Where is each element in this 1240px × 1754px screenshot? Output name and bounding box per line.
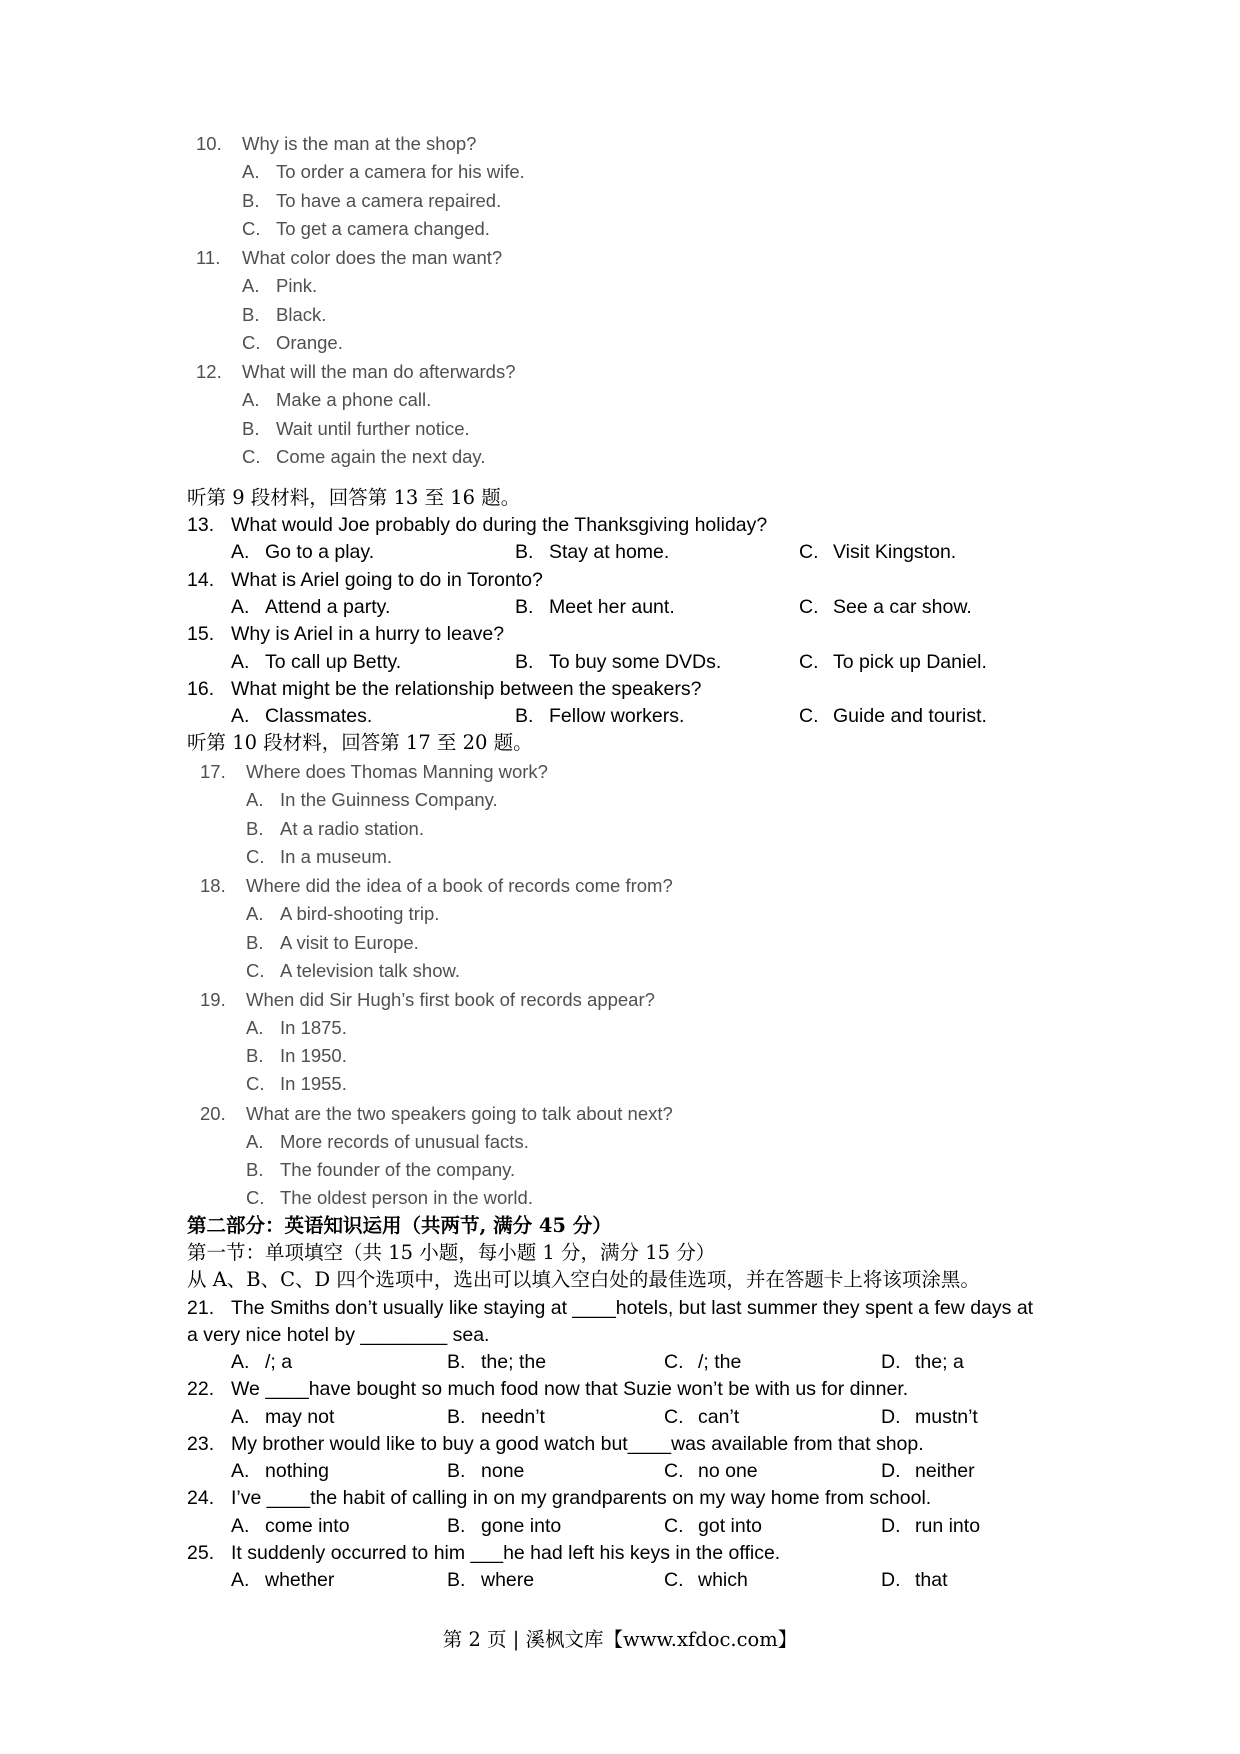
question-row	[0, 1430, 1240, 1458]
question-row	[0, 1100, 1240, 1128]
option-text: Meet her aunt.	[549, 596, 675, 618]
option-letter: B.	[246, 1159, 264, 1180]
option-row	[0, 301, 1240, 329]
option-text: More records of unusual facts.	[280, 1131, 529, 1152]
question-row	[0, 872, 1240, 900]
question-number: 15.	[187, 623, 215, 645]
section-1-title: 第一节：单项填空（共 15 小题，每小题 1 分，满分 15 分）	[187, 1241, 716, 1264]
option-letter: D.	[881, 1406, 901, 1428]
question-row	[0, 1539, 1240, 1567]
option-text: In 1875.	[280, 1017, 347, 1038]
question-text: Why is the man at the shop?	[242, 133, 477, 154]
option-letter: A.	[231, 1406, 250, 1428]
option-text: Wait until further notice.	[276, 418, 470, 439]
question-text: Where does Thomas Manning work?	[246, 761, 548, 782]
option-letter: A.	[242, 389, 260, 410]
option-text: To have a camera repaired.	[276, 190, 502, 211]
option-letter: B.	[515, 596, 534, 618]
option-row	[0, 1403, 1240, 1431]
option-letter: C.	[246, 960, 265, 981]
option-text: A bird-shooting trip.	[280, 903, 440, 924]
part-2-title: 第二部分：英语知识运用（共两节, 满分 45 分）	[187, 1214, 612, 1237]
question-number: 11.	[196, 247, 221, 268]
question-row	[0, 358, 1240, 386]
section-header	[0, 484, 1240, 512]
option-row	[0, 329, 1240, 357]
question-row	[0, 1294, 1240, 1322]
option-row	[0, 1014, 1240, 1042]
option-letter: B.	[242, 418, 260, 439]
option-row	[0, 1128, 1240, 1156]
question-row	[0, 986, 1240, 1014]
option-text: A visit to Europe.	[280, 932, 419, 953]
option-text: To call up Betty.	[265, 651, 402, 673]
question-text: What color does the man want?	[242, 247, 503, 268]
option-letter: B.	[246, 932, 264, 953]
option-row	[0, 1184, 1240, 1212]
option-letter: A.	[231, 1460, 250, 1482]
option-text: the; the	[481, 1351, 547, 1373]
option-row	[0, 1457, 1240, 1485]
option-row	[0, 1156, 1240, 1184]
option-text: Go to a play.	[265, 541, 375, 563]
option-text: Make a phone call.	[276, 389, 432, 410]
option-letter: D.	[881, 1515, 901, 1537]
option-row	[0, 538, 1240, 566]
option-row	[0, 929, 1240, 957]
question-continuation-row	[0, 1321, 1240, 1349]
option-letter: A.	[246, 1017, 264, 1038]
option-letter: B.	[515, 651, 534, 673]
question-number: 10.	[196, 133, 222, 154]
option-letter: A.	[231, 541, 250, 563]
option-row	[0, 702, 1240, 730]
option-row	[0, 786, 1240, 814]
option-row	[0, 158, 1240, 186]
option-row	[0, 187, 1240, 215]
option-letter: C.	[799, 651, 819, 673]
option-text: needn’t	[481, 1406, 545, 1428]
section-10-header: 听第 10 段材料，回答第 17 至 20 题。	[187, 731, 533, 754]
option-text: Fellow workers.	[549, 705, 685, 727]
option-row	[0, 593, 1240, 621]
question-number: 16.	[187, 678, 215, 700]
option-text: At a radio station.	[280, 818, 424, 839]
option-text: nothing	[265, 1460, 329, 1482]
option-letter: A.	[242, 161, 260, 182]
option-text: In 1955.	[280, 1073, 347, 1094]
question-number: 23.	[187, 1433, 215, 1455]
instruction-text: 从 A、B、C、D 四个选项中，选出可以填入空白处的最佳选项，并在答题卡上将该项涂黑。	[187, 1268, 980, 1291]
option-letter: C.	[246, 1073, 265, 1094]
option-text: A television talk show.	[280, 960, 460, 981]
option-row	[0, 1512, 1240, 1540]
option-text: run into	[915, 1515, 981, 1537]
option-row	[0, 900, 1240, 928]
option-letter: A.	[246, 789, 264, 810]
option-text: Attend a party.	[265, 596, 391, 618]
option-text: The oldest person in the world.	[280, 1187, 533, 1208]
option-text: Classmates.	[265, 705, 373, 727]
question-text: We ____have bought so much food now that Suzie won’t be with us for dinner.	[231, 1378, 909, 1400]
option-letter: B.	[447, 1406, 466, 1428]
question-text: Why is Ariel in a hurry to leave?	[231, 623, 505, 645]
option-text: Stay at home.	[549, 541, 670, 563]
option-text: Orange.	[276, 332, 343, 353]
option-letter: A.	[231, 705, 250, 727]
option-letter: B.	[246, 818, 264, 839]
option-letter: C.	[242, 332, 261, 353]
instruction-row	[0, 1266, 1240, 1294]
option-letter: C.	[799, 705, 819, 727]
option-letter: A.	[246, 1131, 264, 1152]
option-letter: A.	[242, 275, 260, 296]
option-letter: D.	[881, 1569, 901, 1591]
part-title-row	[0, 1212, 1240, 1240]
question-text: When did Sir Hugh’s first book of records appear?	[246, 989, 655, 1010]
option-letter: C.	[799, 596, 819, 618]
question-number: 24.	[187, 1487, 215, 1509]
option-text: may not	[265, 1406, 335, 1428]
option-text: where	[481, 1569, 535, 1591]
option-text: got into	[698, 1515, 762, 1537]
question-row	[0, 566, 1240, 594]
question-number: 19.	[200, 989, 226, 1010]
question-row	[0, 1484, 1240, 1512]
section-header	[0, 729, 1240, 757]
option-letter: C.	[242, 218, 261, 239]
option-letter: B.	[242, 190, 260, 211]
option-text: Pink.	[276, 275, 318, 296]
question-number: 14.	[187, 569, 215, 591]
option-row	[0, 648, 1240, 676]
option-text: /; a	[265, 1351, 293, 1373]
question-number: 25.	[187, 1542, 215, 1564]
option-letter: C.	[664, 1569, 684, 1591]
option-text: The founder of the company.	[280, 1159, 516, 1180]
option-letter: C.	[664, 1406, 684, 1428]
option-text: none	[481, 1460, 525, 1482]
option-row	[0, 415, 1240, 443]
option-text: that	[915, 1569, 948, 1591]
question-text-continued: a very nice hotel by ________ sea.	[187, 1324, 490, 1346]
question-text: I’ve ____the habit of calling in on my grandparents on my way home from school.	[231, 1487, 932, 1509]
question-row	[0, 758, 1240, 786]
option-letter: C.	[664, 1460, 684, 1482]
option-letter: B.	[447, 1569, 466, 1591]
question-text: Where did the idea of a book of records come from?	[246, 875, 673, 896]
option-row	[0, 815, 1240, 843]
question-row	[0, 511, 1240, 539]
question-number: 21.	[187, 1297, 215, 1319]
option-text: can’t	[698, 1406, 740, 1428]
option-letter: B.	[447, 1460, 466, 1482]
option-text: Come again the next day.	[276, 446, 486, 467]
option-row	[0, 386, 1240, 414]
option-letter: B.	[242, 304, 260, 325]
option-letter: A.	[231, 651, 250, 673]
option-text: Black.	[276, 304, 327, 325]
option-text: See a car show.	[833, 596, 972, 618]
question-row	[0, 675, 1240, 703]
option-letter: B.	[447, 1351, 466, 1373]
section-title-row	[0, 1239, 1240, 1267]
option-letter: B.	[515, 541, 534, 563]
question-text: What might be the relationship between the speakers?	[231, 678, 702, 700]
option-letter: A.	[231, 1351, 250, 1373]
question-number: 13.	[187, 514, 215, 536]
question-number: 18.	[200, 875, 226, 896]
option-letter: D.	[881, 1460, 901, 1482]
option-text: To get a camera changed.	[276, 218, 490, 239]
option-text: To order a camera for his wife.	[276, 161, 525, 182]
option-text: To pick up Daniel.	[833, 651, 987, 673]
option-text: In a museum.	[280, 846, 393, 867]
question-text: The Smiths don’t usually like staying at ____hotels, but last summer they spent a few days at	[231, 1297, 1034, 1319]
option-letter: C.	[246, 1187, 265, 1208]
question-row	[0, 1375, 1240, 1403]
option-text: no one	[698, 1460, 758, 1482]
option-text: which	[698, 1569, 748, 1591]
option-text: come into	[265, 1515, 350, 1537]
question-row	[0, 620, 1240, 648]
option-row	[0, 1070, 1240, 1098]
option-text: Visit Kingston.	[833, 541, 957, 563]
question-number: 17.	[200, 761, 226, 782]
option-letter: C.	[664, 1351, 684, 1373]
question-row	[0, 130, 1240, 158]
question-text: My brother would like to buy a good watch but____was available from that shop.	[231, 1433, 924, 1455]
option-row	[0, 443, 1240, 471]
option-text: /; the	[698, 1351, 742, 1373]
option-text: In the Guinness Company.	[280, 789, 498, 810]
option-letter: C.	[246, 846, 265, 867]
option-text: mustn’t	[915, 1406, 978, 1428]
section-9-header: 听第 9 段材料，回答第 13 至 16 题。	[187, 486, 521, 509]
question-text: It suddenly occurred to him ___he had left his keys in the office.	[231, 1542, 781, 1564]
option-row	[0, 1566, 1240, 1594]
option-text: whether	[265, 1569, 335, 1591]
option-text: In 1950.	[280, 1045, 347, 1066]
option-row	[0, 215, 1240, 243]
question-number: 20.	[200, 1103, 226, 1124]
question-text: What is Ariel going to do in Toronto?	[231, 569, 543, 591]
option-letter: A.	[246, 903, 264, 924]
option-text: Guide and tourist.	[833, 705, 987, 727]
option-row	[0, 1042, 1240, 1070]
option-letter: B.	[447, 1515, 466, 1537]
question-text: What are the two speakers going to talk about next?	[246, 1103, 673, 1124]
option-letter: A.	[231, 1515, 250, 1537]
question-number: 22.	[187, 1378, 215, 1400]
option-letter: D.	[881, 1351, 901, 1373]
option-text: To buy some DVDs.	[549, 651, 722, 673]
option-text: neither	[915, 1460, 975, 1482]
question-text: What would Joe probably do during the Thanksgiving holiday?	[231, 514, 768, 536]
option-letter: C.	[799, 541, 819, 563]
question-text: What will the man do afterwards?	[242, 361, 516, 382]
question-number: 12.	[196, 361, 222, 382]
option-letter: B.	[515, 705, 534, 727]
question-row	[0, 244, 1240, 272]
option-letter: A.	[231, 596, 250, 618]
option-letter: B.	[246, 1045, 264, 1066]
option-letter: C.	[242, 446, 261, 467]
page-footer: 第 2 页 | 溪枫文库【www.xfdoc.com】	[442, 1628, 798, 1651]
option-row	[0, 957, 1240, 985]
option-row	[0, 1348, 1240, 1376]
option-text: the; a	[915, 1351, 964, 1373]
option-row	[0, 843, 1240, 871]
option-letter: C.	[664, 1515, 684, 1537]
option-row	[0, 272, 1240, 300]
option-text: gone into	[481, 1515, 562, 1537]
option-letter: A.	[231, 1569, 250, 1591]
